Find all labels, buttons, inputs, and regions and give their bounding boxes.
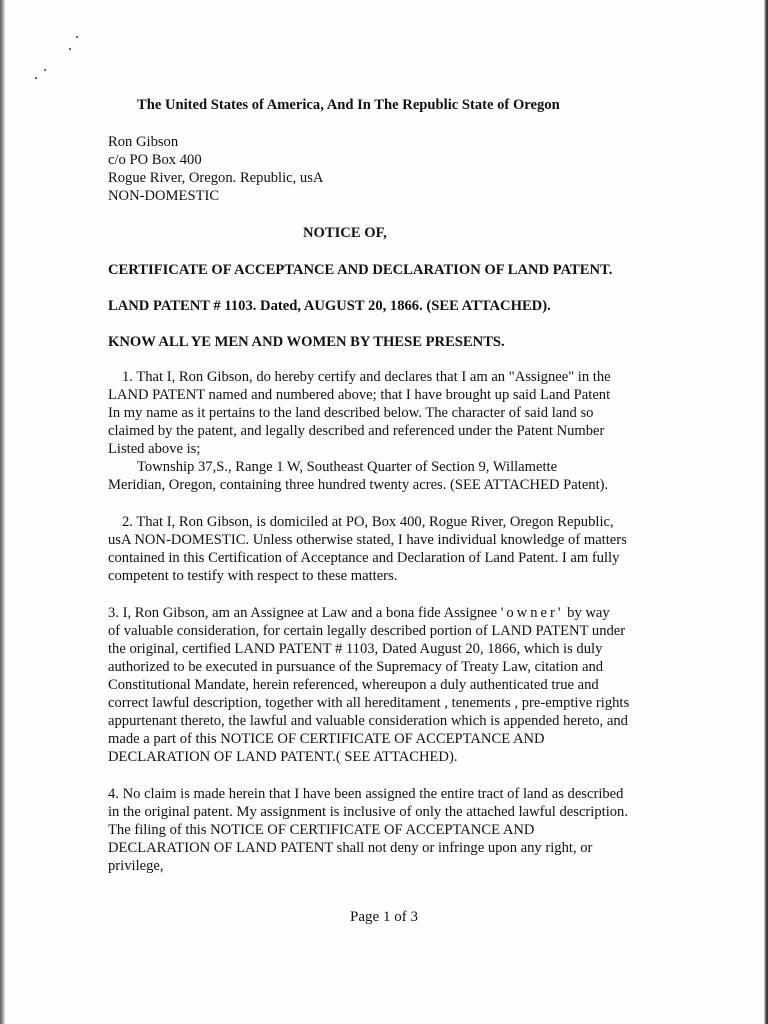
scan-right-edge bbox=[764, 0, 768, 1024]
scan-speck bbox=[69, 48, 71, 50]
paragraph-line: of valuable consideration, for certain legally described portion of LAND PATENT under bbox=[108, 623, 626, 639]
document-title: The United States of America, And In The Republic State of Oregon bbox=[137, 97, 560, 113]
paragraph-line: Constitutional Mandate, herein referenced, whereupon a duly authenticated true and bbox=[108, 677, 599, 693]
paragraph-line: 4. No claim is made herein that I have been assigned the entire tract of land as described bbox=[108, 786, 624, 802]
scan-speck bbox=[35, 77, 37, 79]
paragraph-line: DECLARATION OF LAND PATENT shall not deny or infringe upon any right, or bbox=[108, 840, 593, 856]
address-line: c/o PO Box 400 bbox=[108, 152, 202, 168]
paragraph-line: authorized to be executed in pursuance of the Supremacy of Treaty Law, citation and bbox=[108, 659, 604, 675]
land-patent-line: LAND PATENT # 1103. Dated, AUGUST 20, 1866. (SEE ATTACHED). bbox=[108, 298, 551, 314]
paragraph-line: in the original patent. My assignment is inclusive of only the attached lawful description. bbox=[108, 804, 628, 820]
paragraph-line: The filing of this NOTICE OF CERTIFICATE OF ACCEPTANCE AND bbox=[108, 822, 535, 838]
paragraph-line bbox=[108, 604, 610, 622]
paragraph-text: 3. I, Ron Gibson, am an Assignee at Law and a bona fide Assignee bbox=[108, 605, 498, 621]
paragraph-line: the original, certified LAND PATENT # 1103, Dated August 20, 1866, which is duly bbox=[108, 641, 603, 657]
scan-speck bbox=[44, 69, 46, 71]
address-line: NON-DOMESTIC bbox=[108, 188, 220, 204]
paragraph-line: 1. That I, Ron Gibson, do hereby certify and declares that I am an "Assignee" in the bbox=[122, 369, 611, 385]
paragraph-line: privilege, bbox=[108, 858, 164, 874]
paragraph-line: In my name as it pertains to the land described below. The character of said land so bbox=[108, 405, 594, 421]
paragraph-line: contained in this Certification of Acceptance and Declaration of Land Patent. I am fully bbox=[108, 550, 620, 566]
address-line: Rogue River, Oregon. Republic, usA bbox=[108, 170, 324, 186]
page-number: Page 1 of 3 bbox=[350, 909, 418, 925]
notice-title: NOTICE OF, bbox=[303, 225, 387, 241]
paragraph-line: correct lawful description, together with all hereditament , tenements , pre-emptive rights bbox=[108, 695, 630, 711]
paragraph-line: Listed above is; bbox=[108, 441, 201, 457]
paragraph-line: appurtenant thereto, the lawful and valuable consideration which is appended hereto, and bbox=[108, 713, 628, 729]
scan-speck bbox=[76, 36, 78, 38]
legal-description-line: Meridian, Oregon, containing three hundred twenty acres. (SEE ATTACHED Patent). bbox=[108, 477, 609, 493]
legal-description-line: Township 37,S., Range 1 W, Southeast Quarter of Section 9, Willamette bbox=[137, 459, 558, 475]
address-line: Ron Gibson bbox=[108, 134, 179, 150]
paragraph-line: usA NON-DOMESTIC. Unless otherwise stated, I have individual knowledge of matters bbox=[108, 532, 627, 548]
paragraph-line: made a part of this NOTICE OF CERTIFICATE OF ACCEPTANCE AND bbox=[108, 731, 545, 747]
certificate-heading: CERTIFICATE OF ACCEPTANCE AND DECLARATION OF LAND PATENT. bbox=[108, 262, 613, 278]
owner-term: 'owner' bbox=[500, 605, 564, 621]
paragraph-line: claimed by the patent, and legally described and referenced under the Patent Number bbox=[108, 423, 605, 439]
paragraph-line: 2. That I, Ron Gibson, is domiciled at PO, Box 400, Rogue River, Oregon Republic, bbox=[122, 514, 614, 530]
paragraph-text: by way bbox=[567, 605, 610, 621]
paragraph-line: LAND PATENT named and numbered above; that I have brought up said Land Patent bbox=[108, 387, 611, 403]
paragraph-line: competent to testify with respect to these matters. bbox=[108, 568, 398, 584]
know-all-line: KNOW ALL YE MEN AND WOMEN BY THESE PRESENTS. bbox=[108, 334, 505, 350]
scan-left-edge bbox=[0, 0, 5, 1024]
paragraph-line: DECLARATION OF LAND PATENT.( SEE ATTACHED). bbox=[108, 749, 458, 765]
